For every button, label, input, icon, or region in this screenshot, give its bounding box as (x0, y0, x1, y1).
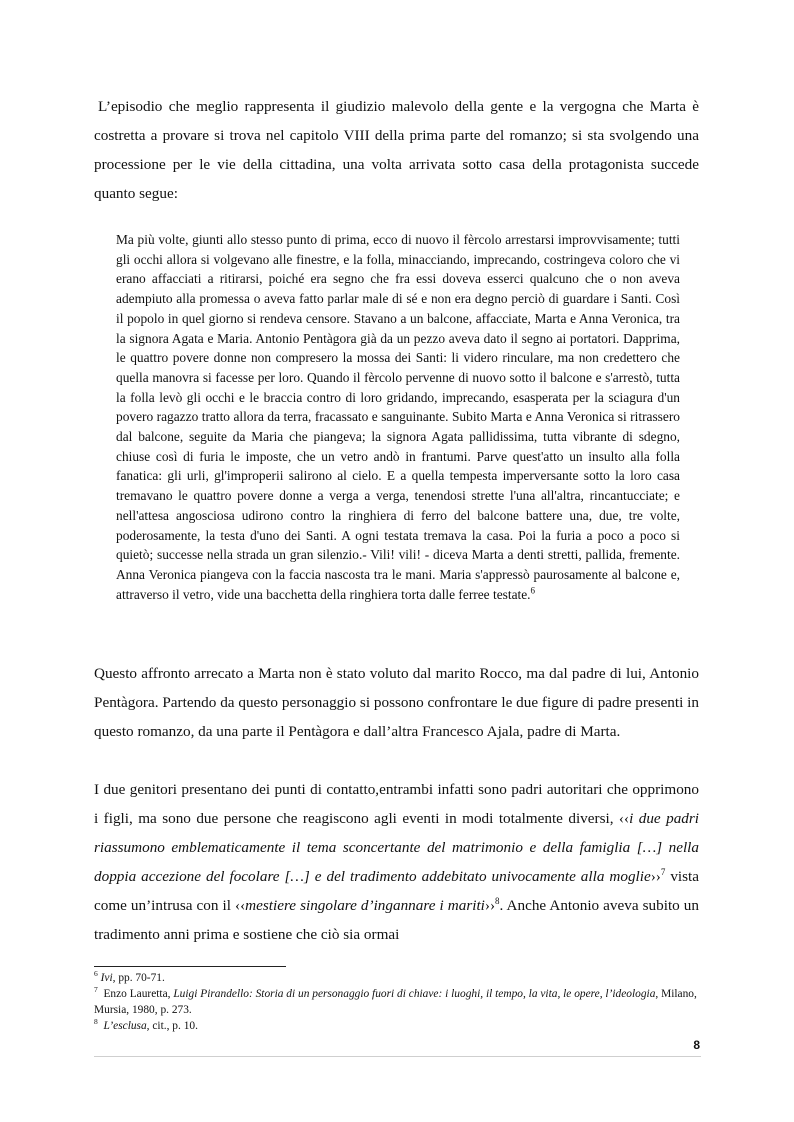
paragraph-two-text: Questo affronto arrecato a Marta non è stato voluto dal marito Rocco, ma dal padre di lui, Antonio Pentàgora. Partendo da questo personaggio si possono confrontare le due figure di padre presenti in questo romanzo, da una parte il Pentàgora e dall’altra Francesco Ajala, padre di Marta. (94, 665, 699, 740)
footnote-title: L’esclusa, (97, 1020, 150, 1032)
paragraph-two (94, 659, 699, 746)
footnote-8 (94, 1018, 704, 1034)
footnote-separator (94, 966, 286, 967)
intro-text: L’episodio che meglio rappresenta il giudizio malevolo della gente e la vergogna che Marta è costretta a provare si trova nel capitolo VIII della prima parte del romanzo; si sta svolgendo una processione per le vie della cittadina, una volta arrivata sotto casa della protagonista succede quanto segue: (94, 98, 699, 202)
footnote-title: Ivi, (100, 972, 116, 984)
quote-close-2: ›› (484, 897, 496, 914)
block-quote (116, 230, 680, 604)
footnote-title: Luigi Pirandello: Storia di un personaggio fuori di chiave: i luoghi, il tempo, la vita, le opere, l’ideologia (173, 988, 656, 1000)
citation-lauretta: i due padri riassumono emblematicamente il tema sconcertante del matrimonio e della famiglia […] nella doppia accezione del focolare […] e del tradimento addebitato univocamente alla moglie (94, 810, 700, 885)
footnote-ref-6: 6 (530, 585, 536, 596)
footnote-ref-7: 7 (660, 866, 666, 877)
footnote-rest: , Milano, Mursia, 1980, p. 273. (94, 988, 697, 1016)
footnote-number: 6 (94, 969, 98, 979)
paragraph-three-tail: . Anche Antonio aveva subito un tradimento anni prima e sostiene che ciò sia ormai (94, 897, 699, 943)
footnotes (94, 970, 704, 1034)
paragraph-three (94, 775, 699, 949)
citation-esclusa: mestiere singolare d’ingannare i mariti (245, 897, 485, 914)
quote-close-1: ›› (650, 868, 661, 885)
quote-text: Ma più volte, giunti allo stesso punto di prima, ecco di nuovo il fèrcolo arrestarsi improvvisamente; tutti gli occhi allora si volgevano alle finestre, e la folla, minacciando, imprecando, costringeva coloro che vi erano affacciati a ritirarsi, poiché era segno che fra essi doveva esserci qualcuno che o non aveva adempiuto alla promessa o aveva fatto parlar male di sé e non era degno perciò di guardare i Santi. Così il popolo in quel giorno si rendeva censore. Stavano a un balcone, affacciate, Marta e Anna Veronica, tra la signora Agata e Maria. Antonio Pentàgora già da un pezzo aveva dato il segno ai portatori. Dapprima, le quattro povere donne non compresero la mossa dei Santi: li videro rinculare, ma non credettero che quella manovra si facesse per loro. Quando il fèrcolo pervenne di nuovo sotto il balcone e s'arrestò, tutta la folla levò gli occhi e le braccia contro di loro gridando, imprecando, esasperata per la sciagura d'un povero ragazzo tratto allora da terra, fracassato e sanguinante. Subito Marta e Anna Veronica si ritrassero dal balcone, seguite da Maria che piangeva; la signora Agata pallidissima, tutta vibrante di sdegno, chiuse così di furia le imposte, che un vetro andò in frantumi. Parve quest'atto un insulto alla folla fanatica: gli urli, gl'improperii salirono al cielo. E a quella tempesta imperversante sotto la loro casa tremavano le quattro povere donne a verga a verga, tenendosi strette l'una all'altra, rincantucciate; e nell'attesa angosciosa udirono contro la ringhiera di ferro del balcone battere una, due, tre volte, poderosamente, la testa d'uno dei Santi. A ogni testata tremava la casa. Poi la furia a poco a poco si quietò; successe nella strada un gran silenzio.- Vili! vili! - diceva Marta a denti stretti, pallida, fremente. Anna Veronica piangeva con la faccia nascosta tra le mani. Maria s'appressò paurosamente al balcone e, attraverso il vetro, vide una bacchetta della ringhiera torta dalle ferree testate. (116, 232, 680, 602)
footnote-rest: cit., p. 10. (149, 1020, 198, 1032)
footnote-number: 7 (94, 985, 98, 995)
intro-paragraph (94, 92, 699, 208)
footnote-author: Enzo Lauretta, (97, 988, 174, 1000)
paragraph-three-lead: I due genitori presentano dei punti di contatto,entrambi infatti sono padri autoritari che opprimono i figli, ma sono due persone che reagiscono agli eventi in modi totalmente diversi, ‹‹ (94, 781, 699, 827)
footnote-ref-8: 8 (495, 895, 500, 906)
page-footer-rule (94, 1056, 701, 1057)
footnote-rest: pp. 70-71. (115, 972, 165, 984)
footnote-7 (94, 986, 704, 1018)
footnote-6 (94, 970, 704, 986)
footnote-number: 8 (94, 1017, 98, 1027)
page-number: 8 (693, 1038, 700, 1052)
paragraph-three-middle: vista come un’intrusa con il ‹‹ (94, 868, 700, 914)
